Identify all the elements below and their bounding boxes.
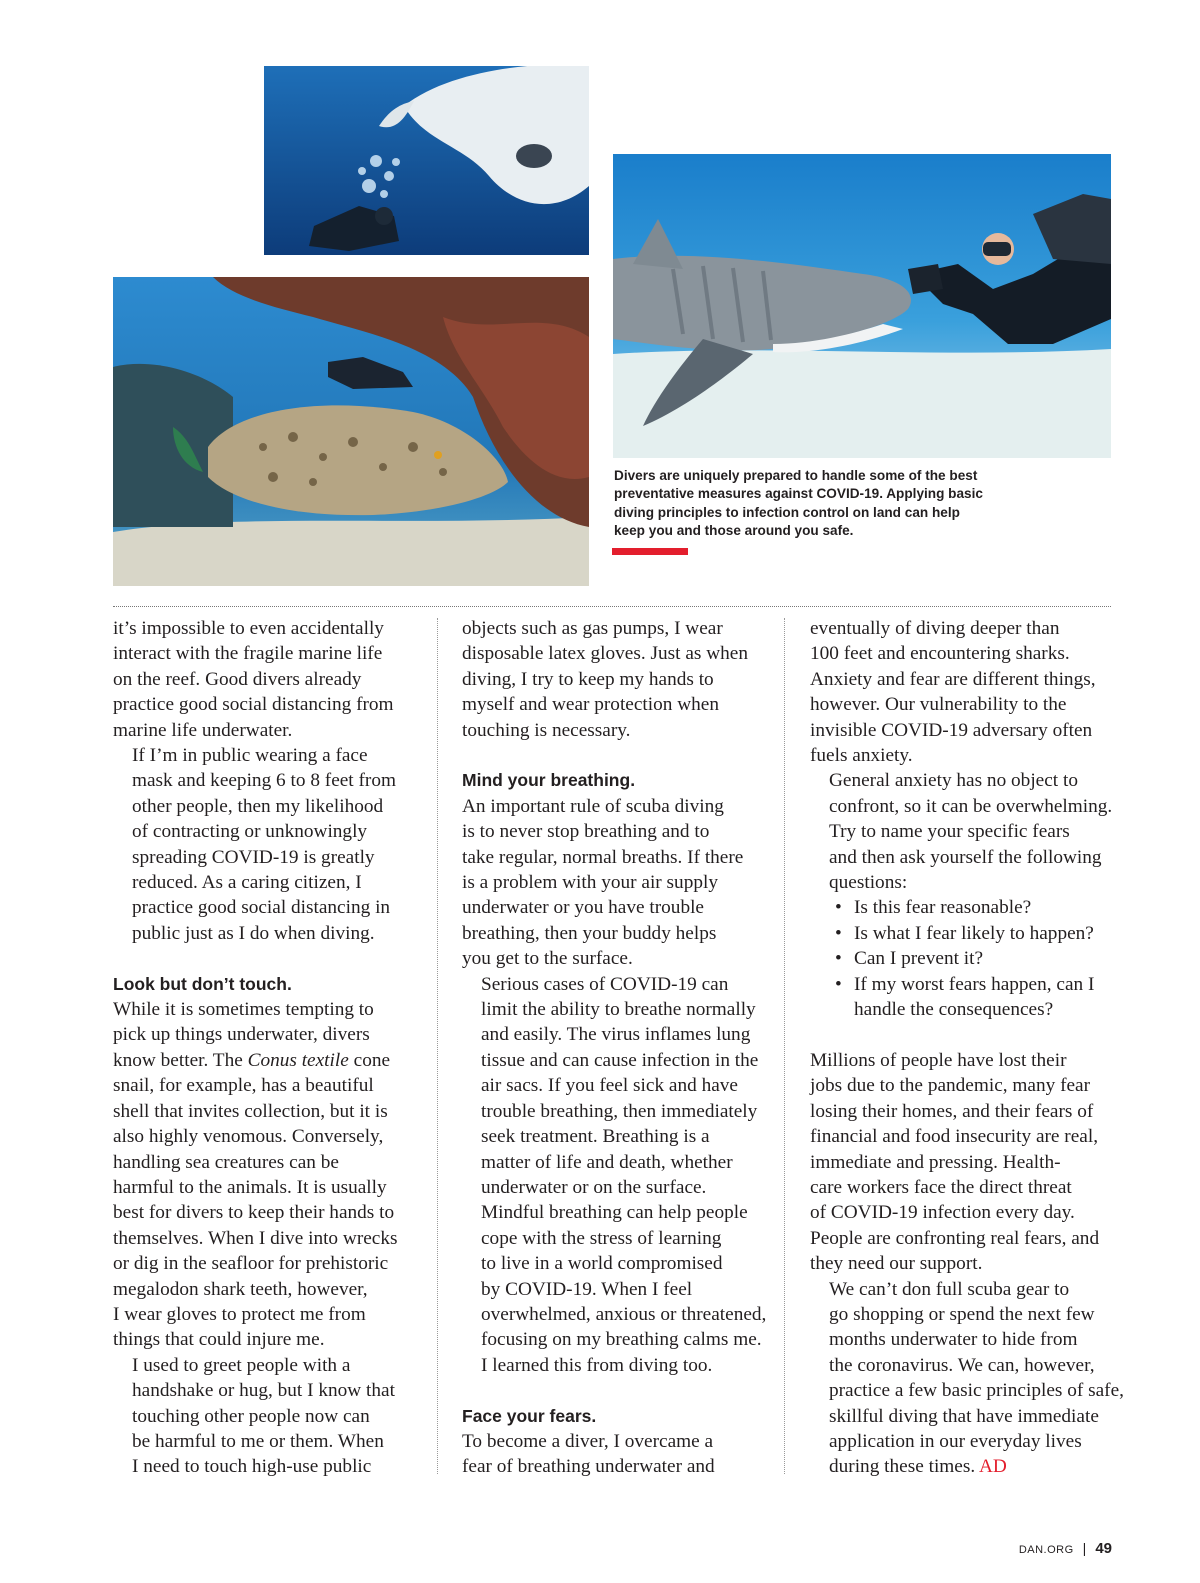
list-item (835, 895, 1120, 920)
list-item (835, 921, 1120, 946)
text-line: touching is necessary. (462, 719, 631, 741)
text-line: diving, I try to keep my hands to (462, 668, 714, 690)
text-line: mask and keeping 6 to 8 feet from (132, 770, 396, 792)
article-column-3 (810, 616, 1124, 1480)
column-divider (437, 618, 438, 1474)
text-line: themselves. When I dive into wrecks (113, 1227, 398, 1249)
list-item (835, 972, 1120, 1023)
text-line: I used to greet people with a (132, 1354, 351, 1376)
text-line: focusing on my breathing calms me. (481, 1329, 762, 1351)
text-line: things that could injure me. (113, 1329, 325, 1351)
text-line: invisible COVID-19 adversary often (810, 719, 1093, 741)
paragraph (462, 794, 780, 972)
text-line (810, 1454, 1120, 1479)
text-span: cone (348, 1049, 391, 1071)
text-line: seek treatment. Breathing is a (481, 1126, 710, 1148)
species-name: Conus textile (247, 1049, 349, 1071)
text-line: confront, so it can be overwhelming. (829, 795, 1113, 817)
text-line: Serious cases of COVID-19 can (481, 973, 729, 995)
text-line: • Is this fear reasonable? (854, 897, 1032, 919)
text-line: immediate and pressing. Health- (810, 1151, 1061, 1173)
text-line: spreading COVID-19 is greatly (132, 846, 375, 868)
grouper-reef-photo (113, 277, 589, 586)
text-line: overwhelmed, anxious or threatened, (481, 1303, 767, 1325)
text-line: • Is what I fear likely to happen? (854, 922, 1094, 944)
text-line: handshake or hug, but I know that (132, 1380, 395, 1402)
text-line: of contracting or unknowingly (132, 821, 368, 843)
text-line: fuels anxiety. (810, 745, 913, 767)
text-line: they need our support. (810, 1253, 983, 1275)
text-line: best for divers to keep their hands to (113, 1202, 395, 1224)
text-line: reduced. As a caring citizen, I (132, 872, 362, 894)
text-line: harmful to the animals. It is usually (113, 1176, 387, 1198)
list-item (835, 946, 1120, 971)
text-line: you get to the surface. (462, 948, 633, 970)
text-line: be harmful to me or them. When (132, 1430, 384, 1452)
paragraph (462, 1200, 780, 1378)
text-line: marine life underwater. (113, 719, 293, 741)
caption-accent-bar (612, 548, 688, 555)
text-line: tissue and can cause infection in the (481, 1049, 759, 1071)
text-line: months underwater to hide from (829, 1329, 1078, 1351)
text-line: the coronavirus. We can, however, (829, 1354, 1095, 1376)
text-line: take regular, normal breaths. If there (462, 846, 744, 868)
text-line: interact with the fragile marine life (113, 643, 383, 665)
text-line: practice good social distancing from (113, 694, 394, 716)
text-line: underwater or you have trouble (462, 897, 704, 919)
text-line: other people, then my likelihood (132, 795, 384, 817)
fear-questions-list (810, 895, 1120, 1022)
text-line: pick up things underwater, divers (113, 1024, 370, 1046)
caption-line: diving principles to infection control on land can help (614, 504, 960, 520)
paragraph (810, 616, 1120, 768)
text-line: If I’m in public wearing a face (132, 745, 368, 767)
text-line: questions: (829, 872, 908, 894)
manta-ray-diver-photo (264, 66, 589, 255)
footer-site: DAN.ORG (1018, 1544, 1074, 1556)
text-line: handling sea creatures can be (113, 1151, 339, 1173)
paragraph (113, 997, 435, 1353)
text-line: practice a few basic principles of safe, (829, 1380, 1124, 1402)
text-line: of COVID-19 infection every day. (810, 1202, 1075, 1224)
article-column-2 (462, 616, 780, 1480)
text-line: to live in a world compromised (481, 1253, 723, 1275)
section-heading: Face your fears. (462, 1405, 597, 1426)
text-line: it’s impossible to even accidentally (113, 618, 384, 639)
photo-caption (614, 467, 1004, 541)
paragraph (113, 616, 435, 743)
text-line: is a problem with your air supply (462, 872, 718, 894)
text-line: on the reef. Good divers already (113, 668, 362, 690)
section-heading: Look but don’t touch. (113, 973, 292, 994)
text-line: application in our everyday lives (829, 1430, 1082, 1452)
text-line: financial and food insecurity are real, (810, 1126, 1099, 1148)
text-line (113, 1048, 435, 1073)
text-line: An important rule of scuba diving (462, 795, 724, 817)
caption-line: keep you and those around you safe. (614, 523, 854, 539)
text-line: skillful diving that have immediate (829, 1405, 1099, 1427)
tiger-shark-diver-photo (613, 154, 1111, 458)
text-line: go shopping or spend the next few (829, 1303, 1095, 1325)
text-line: fear of breathing underwater and (462, 1456, 715, 1478)
text-line: megalodon shark teeth, however, (113, 1278, 368, 1300)
text-line: I wear gloves to protect me from (113, 1303, 366, 1325)
text-line: People are confronting real fears, and (810, 1227, 1100, 1249)
text-line: shell that invites collection, but it is (113, 1100, 388, 1122)
text-line: 100 feet and encountering sharks. (810, 643, 1070, 665)
text-line: I learned this from diving too. (481, 1354, 713, 1376)
paragraph (810, 768, 1120, 895)
text-line: touching other people now can (132, 1405, 370, 1427)
text-line: eventually of diving deeper than (810, 618, 1060, 639)
text-line: jobs due to the pandemic, many fear (810, 1075, 1091, 1097)
text-line: losing their homes, and their fears of (810, 1100, 1094, 1122)
text-line: also highly venomous. Conversely, (113, 1126, 384, 1148)
page-number: 49 (1095, 1540, 1112, 1557)
page-footer (1019, 1540, 1112, 1557)
text-line: practice good social distancing in (132, 897, 391, 919)
text-line: and then ask yourself the following (829, 846, 1102, 868)
paragraph (113, 1353, 435, 1480)
caption-line: Divers are uniquely prepared to handle some of the best (614, 468, 978, 483)
text-line: by COVID-19. When I feel (481, 1278, 693, 1300)
text-line: Try to name your specific fears (829, 821, 1070, 843)
section-divider (113, 606, 1111, 607)
text-line: care workers face the direct threat (810, 1176, 1072, 1198)
text-line: myself and wear protection when (462, 694, 719, 716)
text-line: snail, for example, has a beautiful (113, 1075, 374, 1097)
text-line: To become a diver, I overcame a (462, 1430, 714, 1452)
text-line: We can’t don full scuba gear to (829, 1278, 1070, 1300)
text-line: and easily. The virus inflames lung (481, 1024, 751, 1046)
text-span: during these times. (829, 1456, 979, 1478)
text-line: or dig in the seafloor for prehistoric (113, 1253, 389, 1275)
article-end-mark: AD (978, 1456, 1007, 1478)
text-line: is to never stop breathing and to (462, 821, 710, 843)
text-line: trouble breathing, then immediately (481, 1100, 758, 1122)
text-line: Anxiety and fear are different things, (810, 668, 1096, 690)
column-divider (784, 618, 785, 1474)
text-line: underwater or on the surface. (481, 1176, 707, 1198)
text-line: air sacs. If you feel sick and have (481, 1075, 738, 1097)
text-line: disposable latex gloves. Just as when (462, 643, 748, 665)
footer-separator: | (1082, 1540, 1087, 1556)
text-line: breathing, then your buddy helps (462, 922, 717, 944)
section-heading: Mind your breathing. (462, 770, 636, 791)
text-line: cope with the stress of learning (481, 1227, 722, 1249)
text-span: know better. The (113, 1049, 248, 1071)
text-line: however. Our vulnerability to the (810, 694, 1067, 716)
paragraph (462, 1429, 780, 1480)
text-line: public just as I do when diving. (132, 922, 375, 944)
paragraph (113, 743, 435, 946)
text-line: I need to touch high-use public (132, 1456, 372, 1478)
text-line: General anxiety has no object to (829, 770, 1078, 792)
caption-line: preventative measures against COVID-19. Applying basic (614, 486, 983, 502)
text-line: • If my worst fears happen, can I (854, 973, 1095, 995)
text-line: limit the ability to breathe normally (481, 999, 756, 1021)
paragraph (810, 1277, 1124, 1480)
text-line: objects such as gas pumps, I wear (462, 618, 723, 639)
paragraph (462, 616, 780, 743)
text-line: While it is sometimes tempting to (113, 999, 374, 1021)
text-line: Mindful breathing can help people (481, 1202, 748, 1224)
paragraph (462, 972, 780, 1201)
text-line: handle the consequences? (854, 999, 1054, 1021)
text-line: • Can I prevent it? (854, 948, 984, 970)
text-line: matter of life and death, whether (481, 1151, 733, 1173)
paragraph (810, 1048, 1120, 1277)
text-line: Millions of people have lost their (810, 1049, 1067, 1071)
article-column-1 (113, 616, 435, 1480)
